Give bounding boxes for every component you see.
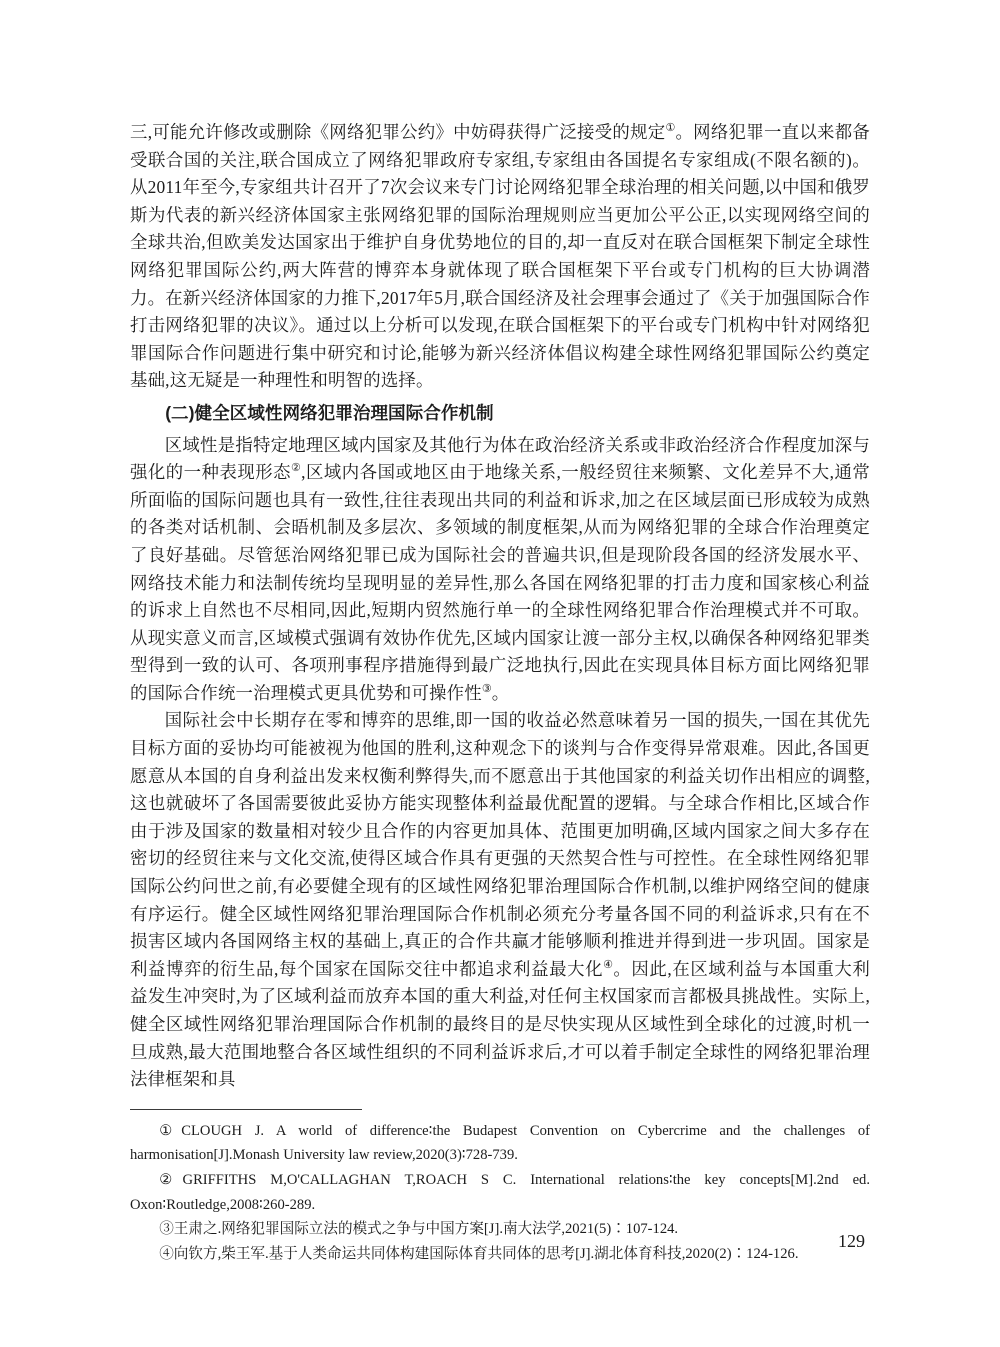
text-block: [130, 119, 870, 1266]
footnote-divider: [130, 1109, 362, 1110]
footnote-marker: ②: [159, 1171, 183, 1188]
footnote-ref-marker: ④: [603, 959, 614, 972]
paragraph: 三,可能允许修改或删除《网络犯罪公约》中妨碍获得广泛接受的规定①。网络犯罪一直以来都备受联合国的关注,联合国成立了网络犯罪政府专家组,专家组由各国提名专家组成(不限名额的)。从2011年至今,专家组共计召开了7次会议来专门讨论网络犯罪全球治理的相关问题,以中国和俄罗斯为代表的新兴经济体国家主张网络犯罪的国际治理规则应当更加公平公正,以实现网络空间的全球共治,但欧美发达国家出于维护自身优势地位的目的,却一直反对在联合国框架下制定全球性网络犯罪国际公约,两大阵营的博弈本身就体现了联合国框架下平台或专门机构的巨大协调潜力。在新兴经济体国家的力推下,2017年5月,联合国经济及社会理事会通过了《关于加强国际合作打击网络犯罪的决议》。通过以上分析可以发现,在联合国框架下的平台或专门机构中针对网络犯罪国际合作问题进行集中研究和讨论,能够为新兴经济体倡议构建全球性网络犯罪国际公约奠定基础,这无疑是一种理性和明智的选择。: [130, 122, 871, 391]
paragraph: 国际社会中长期存在零和博弈的思维,即一国的收益必然意味着另一国的损失,一国在其优先目标方面的妥协均可能被视为他国的胜利,这种观念下的谈判与合作变得异常艰难。因此,各国更愿意从本国的自身利益出发来权衡利弊得失,而不愿意出于其他国家的利益关切作出相应的调整,这也就破坏了各国需要彼此妥协方能实现整体利益最优配置的逻辑。与全球合作相比,区域合作由于涉及国家的数量相对较少且合作的内容更加具体、范围更加明确,区域内国家之间大多存在密切的经贸往来与文化交流,使得区域合作具有更强的天然契合性与可控性。在全球性网络犯罪国际公约问世之前,有必要健全现有的区域性网络犯罪治理国际合作机制,以维护网络空间的健康有序运行。健全区域性网络犯罪治理国际合作机制必须充分考量各国不同的利益诉求,只有在不损害区域内各国网络主权的基础上,真正的合作共赢才能够顺利推进并得到进一步巩固。国家是利益博弈的衍生品,每个国家在国际交往中都追求利益最大化④。因此,在区域利益与本国重大利益发生冲突时,为了区域利益而放弃本国的重大利益,对任何主权国家而言都极具挑战性。实际上,健全区域性网络犯罪治理国际合作机制的最终目的是尽快实现从区域性到全球化的过渡,时机一旦成熟,最大范围地整合各区域性组织的不同利益诉求后,才可以着手制定全球性的网络犯罪治理法律框架和具: [130, 710, 870, 1090]
footnote-ref-marker: ①: [665, 122, 676, 135]
footnote-marker: ③: [159, 1221, 174, 1238]
body-text: [130, 119, 870, 1094]
footnote-item: ②GRIFFITHS M,O'CALLAGHAN T,ROACH S C. International relations∶the key concepts[M].2nd ed. Oxon∶Routledge,2008∶260-289.: [130, 1171, 870, 1213]
footnote-ref-marker: ②: [291, 462, 302, 475]
footnote-item: ④向钦方,柴王军.基于人类命运共同体构建国际体育共同体的思考[J].湖北体育科技,2020(2)∶124-126.: [159, 1245, 799, 1262]
page-number: 129: [838, 1231, 865, 1251]
footnote-item: ③王肃之.网络犯罪国际立法的模式之争与中国方案[J].南大法学,2021(5)∶107-124.: [159, 1221, 679, 1238]
footnote-list: [130, 1119, 870, 1267]
footnote-marker: ④: [159, 1245, 174, 1262]
footnote-marker: ①: [159, 1122, 182, 1139]
paragraph: 区域性是指特定地理区域内国家及其他行为体在政治经济关系或非政治经济合作程度加深与强化的一种表现形态②,区域内各国或地区由于地缘关系,一般经贸往来频繁、文化差异不大,通常所面临的国际问题也具有一致性,往往表现出共同的利益和诉求,加之在区域层面已形成较为成熟的各类对话机制、会晤机制及多层次、多领域的制度框架,从而为网络犯罪的全球合作治理奠定了良好基础。尽管惩治网络犯罪已成为国际社会的普遍共识,但是现阶段各国的经济发展水平、网络技术能力和法制传统均呈现明显的差异性,那么各国在网络犯罪的打击力度和国家核心利益的诉求上自然也不尽相同,因此,短期内贸然施行单一的全球性网络犯罪合作治理模式并不可取。从现实意义而言,区域模式强调有效协作优先,区域内国家让渡一部分主权,以确保各种网络犯罪类型得到一致的认可、各项刑事程序措施得到最广泛地执行,因此在实现具体目标方面比网络犯罪的国际合作统一治理模式更具优势和可操作性③。: [130, 434, 870, 703]
section-heading: (二)健全区域性网络犯罪治理国际合作机制: [165, 402, 494, 423]
footnote-ref-marker: ③: [481, 683, 492, 696]
footnote-item: ①CLOUGH J. A world of difference∶the Budapest Convention on Cybercrime and the challenges of harmonisation[J].Monash University law review,2020(3)∶728-739.: [130, 1122, 870, 1164]
